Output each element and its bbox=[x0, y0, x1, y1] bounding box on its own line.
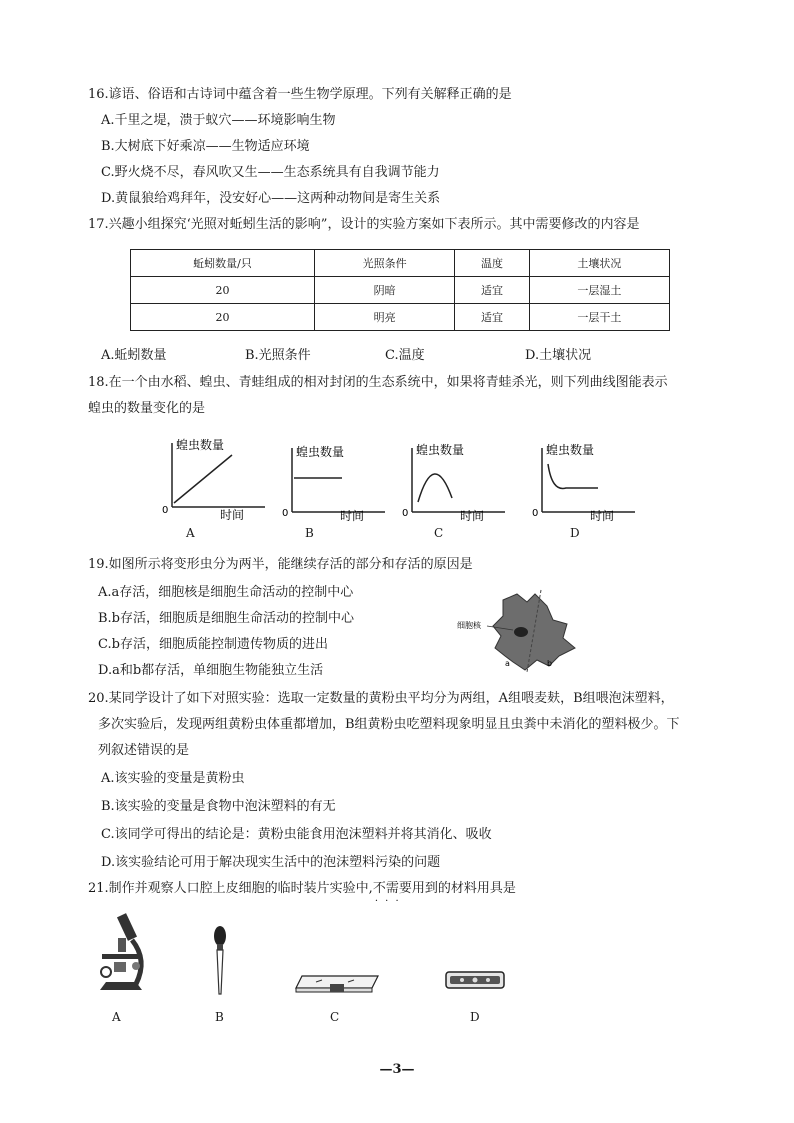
q21-label-d: D bbox=[470, 1010, 480, 1024]
graph-origin: 0 bbox=[532, 508, 539, 519]
page-number: —3— bbox=[379, 1062, 415, 1077]
table-cell: 适宜 bbox=[455, 304, 530, 331]
graph-origin: 0 bbox=[162, 505, 169, 516]
q17-option-c: C.温度 bbox=[385, 348, 425, 363]
q19-option-a: A.a存活，细胞核是细胞生命活动的控制中心 bbox=[98, 585, 354, 600]
glass-slide-icon bbox=[292, 968, 382, 998]
graph-xlabel: 时间 bbox=[340, 509, 365, 523]
table-header-row bbox=[131, 250, 670, 277]
q18-graph-a bbox=[160, 435, 270, 520]
q17-table bbox=[130, 249, 670, 331]
q17-option-a: A.蚯蚓数量 bbox=[101, 348, 167, 363]
graph-ylabel: 蝗虫数量 bbox=[176, 438, 225, 452]
table-cell: 阴暗 bbox=[315, 277, 455, 304]
q20-stem-line1: 20.某同学设计了如下对照实验：选取一定数量的黄粉虫平均分为两组，A组喂麦麸，B组喂泡沫塑料， bbox=[88, 691, 674, 706]
q18-label-c: C bbox=[434, 526, 444, 540]
q20-stem-line3: 列叙述错误的是 bbox=[98, 743, 190, 758]
microscope-icon bbox=[92, 910, 152, 1000]
graph-xlabel: 时间 bbox=[220, 508, 245, 520]
graph-curve bbox=[174, 455, 232, 503]
table-cell: 明亮 bbox=[315, 304, 455, 331]
graph-curve bbox=[418, 474, 452, 502]
dropper-icon bbox=[205, 922, 235, 1002]
table-row bbox=[131, 277, 670, 304]
q18-label-a: A bbox=[186, 526, 195, 540]
table-header: 蚯蚓数量/只 bbox=[131, 250, 315, 277]
graph-ylabel: 蝗虫数量 bbox=[546, 443, 595, 457]
graph-curve bbox=[548, 464, 598, 489]
q19-option-d: D.a和b都存活，单细胞生物能独立生活 bbox=[98, 663, 324, 678]
q20-option-d: D.该实验结论可用于解决现实生活中的泡沫塑料污染的问题 bbox=[101, 855, 441, 870]
q21-label-c: C bbox=[330, 1010, 340, 1024]
q17-option-b: B.光照条件 bbox=[245, 348, 311, 363]
q21-stem bbox=[88, 880, 516, 898]
graph-origin: 0 bbox=[402, 508, 409, 519]
q20-option-c: C.该同学可得出的结论是：黄粉虫能食用泡沫塑料并将其消化、吸收 bbox=[101, 827, 492, 842]
q17-stem: 17.兴趣小组探究‘光照对蚯蚓生活的影响”，设计的实验方案如下表所示。其中需要修改的内容是 bbox=[88, 217, 640, 232]
table-header: 土壤状况 bbox=[529, 250, 669, 277]
amoeba-figure bbox=[455, 586, 595, 676]
q20-stem-line2: 多次实验后，发现两组黄粉虫体重都增加，B组黄粉虫吃塑料现象明显且虫粪中未消化的塑料极少。下 bbox=[98, 717, 680, 732]
table-header: 光照条件 bbox=[315, 250, 455, 277]
table-cell: 适宜 bbox=[455, 277, 530, 304]
q21-label-b: B bbox=[215, 1010, 224, 1024]
q16-stem: 16.谚语、俗语和古诗词中蕴含着一些生物学原理。下列有关解释正确的是 bbox=[88, 87, 512, 102]
graph-xlabel: 时间 bbox=[590, 509, 615, 523]
q20-option-b: B.该实验的变量是食物中泡沫塑料的有无 bbox=[101, 799, 336, 814]
q18-label-b: B bbox=[305, 526, 314, 540]
q17-option-d: D.土壤状况 bbox=[525, 348, 592, 363]
q18-stem-line1: 18.在一个由水稻、蝗虫、青蛙组成的相对封闭的生态系统中，如果将青蛙杀光，则下列曲线图能表示 bbox=[88, 375, 668, 390]
q21-label-a: A bbox=[112, 1010, 121, 1024]
q20-option-a: A.该实验的变量是黄粉虫 bbox=[101, 771, 245, 786]
nucleus-label: 细胞核 bbox=[457, 621, 481, 630]
table-cell: 一层湿土 bbox=[529, 277, 669, 304]
q19-option-b: B.b存活，细胞质是细胞生命活动的控制中心 bbox=[98, 611, 355, 626]
q16-option-c: C.野火烧不尽，春风吹又生——生态系统具有自我调节能力 bbox=[101, 165, 440, 180]
q18-stem-line2: 蝗虫的数量变化的是 bbox=[88, 401, 206, 416]
table-cell: 一层干土 bbox=[529, 304, 669, 331]
q18-label-d: D bbox=[570, 526, 580, 540]
table-row bbox=[131, 304, 670, 331]
part-b-label: b bbox=[547, 659, 553, 668]
graph-origin: 0 bbox=[282, 508, 289, 519]
part-a-label: a bbox=[505, 659, 510, 668]
q16-option-a: A.千里之堤，溃于蚁穴——环境影响生物 bbox=[101, 113, 336, 128]
graph-ylabel: 蝗虫数量 bbox=[296, 445, 345, 459]
q19-stem: 19.如图所示将变形虫分为两半，能继续存活的部分和存活的原因是 bbox=[88, 557, 473, 572]
q16-option-d: D.黄鼠狼给鸡拜年，没安好心——这两种动物间是寄生关系 bbox=[101, 191, 441, 206]
q21-stem-emphasis: 不需要 · · · bbox=[373, 881, 412, 896]
q16-option-b: B.大树底下好乘凉——生物适应环境 bbox=[101, 139, 310, 154]
q19-option-c: C.b存活，细胞质能控制遗传物质的进出 bbox=[98, 637, 328, 652]
q18-graph-b bbox=[280, 440, 390, 525]
nucleus bbox=[514, 627, 528, 637]
q21-stem-pre: 21.制作并观察人口腔上皮细胞的临时装片实验中, bbox=[88, 881, 373, 896]
table-header: 温度 bbox=[455, 250, 530, 277]
q21-stem-post: 用到的材料用具是 bbox=[411, 881, 516, 896]
graph-xlabel: 时间 bbox=[460, 509, 485, 523]
graph-ylabel: 蝗虫数量 bbox=[416, 443, 465, 457]
razor-blade-icon bbox=[442, 966, 508, 994]
table-cell: 20 bbox=[131, 304, 315, 331]
q18-graph-d bbox=[530, 440, 640, 525]
table-cell: 20 bbox=[131, 277, 315, 304]
q18-graph-c bbox=[400, 440, 510, 525]
